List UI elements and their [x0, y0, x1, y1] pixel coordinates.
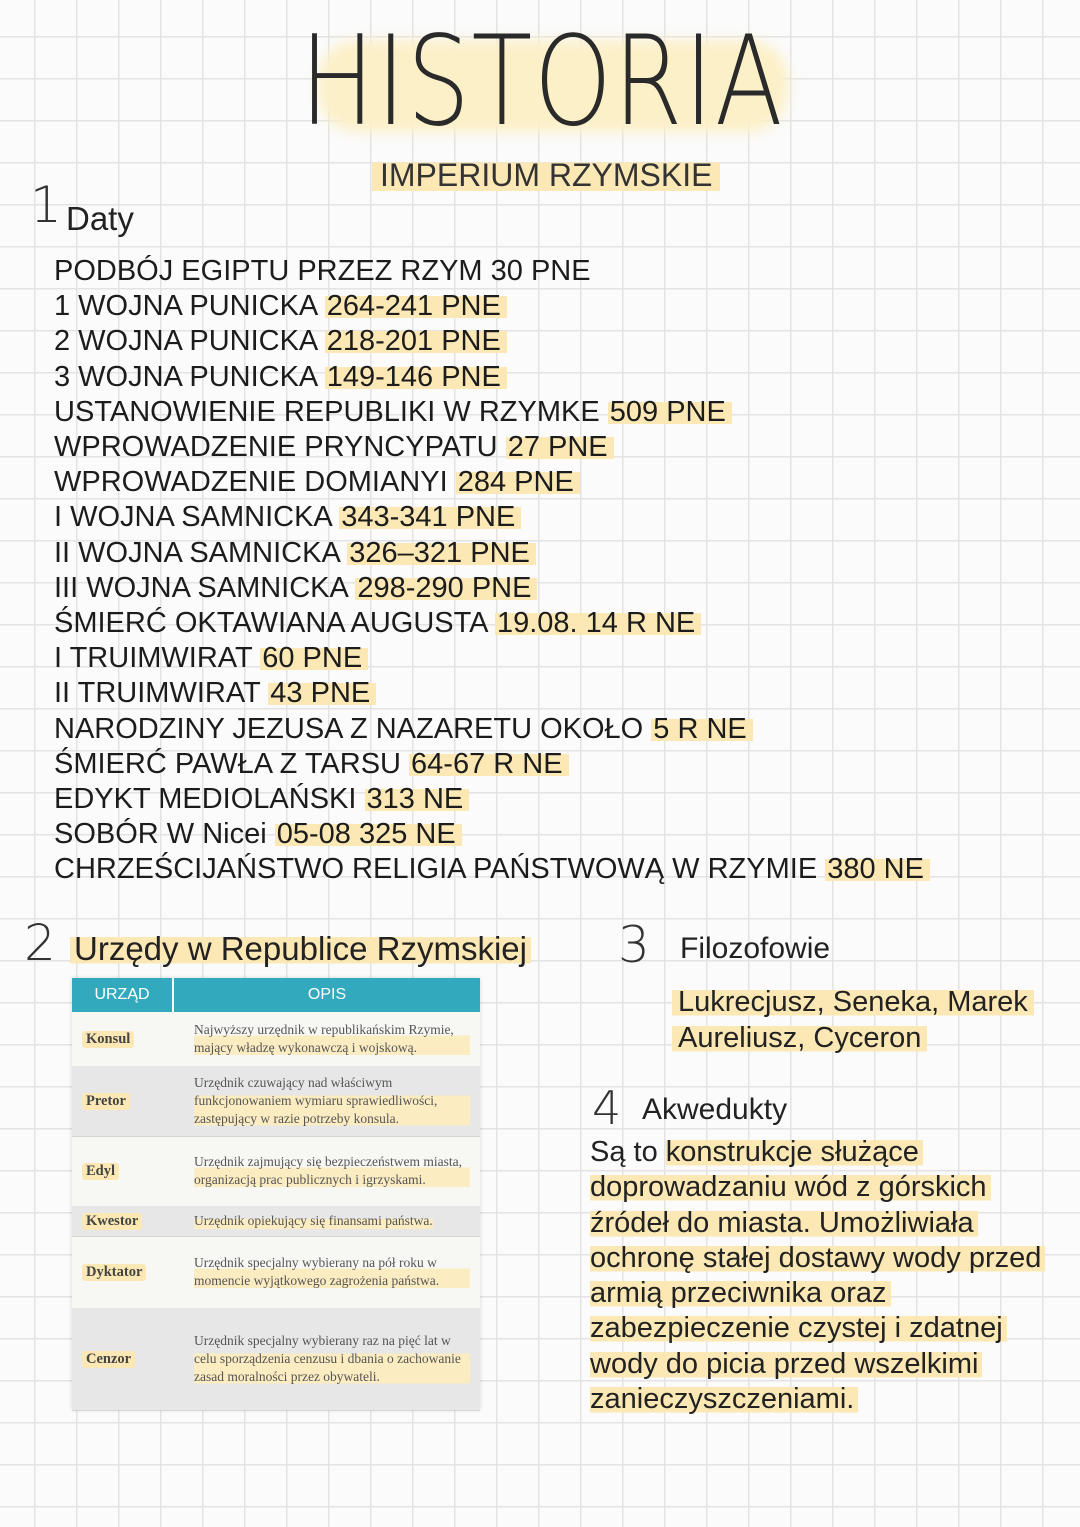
date-item [54, 430, 930, 465]
date-value: 27 PNE [506, 431, 614, 463]
office-description: Urzędnik specjalny wybierany raz na pięć lat w celu sporządzenia cenzusu i dbania o zachowanie zasad moralności przez obywateli. [194, 1332, 470, 1386]
aqueducts-lead: Są to [590, 1136, 666, 1168]
date-event: ŚMIERĆ PAWŁA Z TARSU [54, 747, 410, 780]
date-event: I WOJNA SAMNICKA [54, 501, 340, 534]
date-event: ŚMIERĆ OKTAWIANA AUGUSTA [54, 607, 495, 640]
section-number-dates: 1 [30, 176, 62, 234]
table-row [72, 1308, 480, 1411]
office-description-cell [182, 1236, 480, 1308]
table-row [72, 1206, 480, 1237]
aqueducts-text [590, 1135, 1070, 1417]
date-item [54, 324, 930, 359]
office-name: Kwestor [82, 1213, 142, 1230]
date-value: 64-67 R NE [409, 748, 569, 780]
office-description: Urzędnik zajmujący się bezpieczeństwem miasta, organizacją prac publicznych i igrzyskami. [194, 1153, 470, 1189]
date-event: WPROWADZENIE PRYNCYPATU [54, 431, 506, 464]
page-title: HISTORIA [300, 10, 785, 154]
office-name: Dyktator [82, 1264, 146, 1281]
date-event: PODBÓJ EGIPTU PRZEZ RZYM 30 PNE [54, 255, 591, 287]
date-item [54, 606, 930, 641]
date-value: 284 PNE [456, 466, 580, 498]
date-event: WPROWADZENIE DOMIANYI [54, 466, 456, 499]
page-subtitle: IMPERIUM RZYMSKIE [372, 155, 720, 196]
office-name: Cenzor [82, 1351, 135, 1368]
office-name-cell [72, 1206, 182, 1236]
table-row [72, 1136, 480, 1207]
date-value: 313 NE [365, 783, 470, 815]
date-item [54, 852, 930, 887]
table-header-office: URZĄD [72, 978, 174, 1012]
date-event: I TRUIMWIRAT [54, 642, 261, 675]
date-item [54, 641, 930, 676]
date-event: II WOJNA SAMNICKA [54, 536, 348, 569]
office-name: Edyl [82, 1163, 119, 1180]
date-item [54, 395, 930, 430]
date-item [54, 289, 930, 324]
date-item [54, 360, 930, 395]
date-event: 1 WOJNA PUNICKA [54, 290, 325, 323]
office-name-cell [72, 1066, 182, 1136]
office-description-cell [182, 1308, 480, 1410]
date-item [54, 712, 930, 747]
office-name: Konsul [82, 1031, 134, 1048]
section-label-dates: Daty [66, 200, 134, 237]
date-value: 343-341 PNE [339, 501, 521, 533]
date-item [54, 254, 930, 289]
office-name-cell [72, 1236, 182, 1308]
office-name: Pretor [82, 1093, 130, 1110]
date-item [54, 536, 930, 571]
office-description-cell [182, 1066, 480, 1136]
date-value: 60 PNE [260, 642, 368, 674]
section-number-aqueducts: 4 [592, 1081, 622, 1135]
office-description: Urzędnik opiekujący się finansami państwa. [194, 1213, 433, 1228]
date-value: 218-201 PNE [325, 325, 507, 357]
date-item [54, 676, 930, 711]
date-value: 43 PNE [268, 677, 376, 709]
table-row [72, 1012, 480, 1067]
date-value: 380 NE [825, 853, 930, 885]
office-description-cell [182, 1012, 480, 1066]
date-event: NARODZINY JEZUSA Z NAZARETU OKOŁO [54, 712, 652, 745]
date-event: III WOJNA SAMNICKA [54, 571, 356, 604]
date-item [54, 817, 930, 852]
office-description: Najwyższy urzędnik w republikańskim Rzymie, mający władzę wykonawczą i wojskową. [194, 1021, 470, 1057]
date-value: 149-146 PNE [325, 361, 507, 393]
date-value: 5 R NE [651, 713, 752, 745]
section-label-philosophers: Filozofowie [680, 932, 831, 965]
office-description: Urzędnik czuwający nad właściwym funkcjonowaniem wymiaru sprawiedliwości, zastępujący w razie potrzeby konsula. [194, 1074, 470, 1128]
date-value: 326–321 PNE [347, 537, 536, 569]
date-event: 2 WOJNA PUNICKA [54, 325, 325, 358]
office-description: Urzędnik specjalny wybierany na pół roku w momencie wyjątkowego zagrożenia państwa. [194, 1254, 470, 1290]
dates-list [54, 254, 930, 888]
aqueducts-description: konstrukcje służące doprowadzaniu wód z górskich źródeł do miasta. Umożliwiała ochronę stałej dostawy wody przed armią przeciwnika oraz zabezpieczenie czystej i zdatnej wody do picia przed wszelkimi zanieczyszczeniami. [590, 1136, 1045, 1415]
table-row [72, 1236, 480, 1309]
date-value: 264-241 PNE [325, 290, 507, 322]
date-value: 509 PNE [608, 396, 732, 428]
office-description-cell [182, 1136, 480, 1206]
section-number-philosophers: 3 [618, 916, 650, 974]
date-value: 298-290 PNE [355, 572, 537, 604]
section-label-aqueducts: Akwedukty [642, 1093, 788, 1126]
section-number-offices: 2 [24, 914, 56, 972]
philosophers-text [672, 984, 1052, 1056]
table-row [72, 1066, 480, 1137]
date-event: CHRZEŚCIJAŃSTWO RELIGIA PAŃSTWOWĄ W RZYMIE [54, 853, 826, 886]
date-item [54, 465, 930, 500]
office-description-cell [182, 1206, 480, 1236]
philosophers-names: Lukrecjusz, Seneka, Marek Aureliusz, Cyceron [672, 986, 1034, 1054]
date-event: EDYKT MEDIOLAŃSKI [54, 783, 365, 816]
date-event: USTANOWIENIE REPUBLIKI W RZYMKE [54, 395, 608, 428]
date-item [54, 747, 930, 782]
table-header-description: OPIS [174, 978, 480, 1012]
table-header-row [72, 978, 480, 1012]
date-event: SOBÓR W Nicei [54, 818, 275, 851]
date-value: 19.08. 14 R NE [495, 607, 701, 639]
office-name-cell [72, 1308, 182, 1410]
office-name-cell [72, 1012, 182, 1066]
section-label-offices: Urzędy w Republice Rzymskiej [70, 930, 531, 968]
date-event: 3 WOJNA PUNICKA [54, 360, 325, 393]
date-item [54, 571, 930, 606]
date-event: II TRUIMWIRAT [54, 677, 269, 710]
office-name-cell [72, 1136, 182, 1206]
date-item [54, 500, 930, 535]
date-item [54, 782, 930, 817]
offices-table [72, 978, 480, 1410]
date-value: 05-08 325 NE [275, 818, 462, 850]
